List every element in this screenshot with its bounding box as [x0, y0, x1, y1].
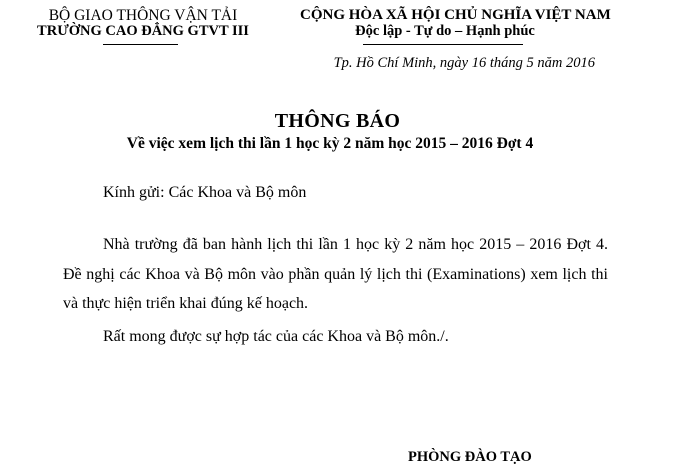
school-name: TRƯỜNG CAO ĐẲNG GTVT III — [37, 23, 249, 39]
place-and-date: Tp. Hồ Chí Minh, ngày 16 tháng 5 năm 2016 — [333, 55, 595, 71]
closing-line: Rất mong được sự hợp tác của các Khoa và Bộ môn./. — [103, 328, 449, 345]
ministry-name: BỘ GIAO THÔNG VẬN TẢI — [48, 7, 238, 24]
notice-title: THÔNG BÁO — [274, 110, 401, 132]
header-right-divider — [363, 44, 523, 45]
header-left-divider — [103, 44, 178, 45]
body-paragraph: Nhà trường đã ban hành lịch thi lần 1 học kỳ 2 năm học 2015 – 2016 Đợt 4. Đề nghị các Khoa và Bộ môn vào phần quản lý lịch thi (Examinations) xem lịch thi và thực hiện triển khai đúng kế hoạch. — [63, 236, 608, 312]
signer-department: PHÒNG ĐÀO TẠO — [408, 449, 532, 465]
national-title: CỘNG HÒA XÃ HỘI CHỦ NGHĨA VIỆT NAM — [300, 7, 611, 23]
national-motto: Độc lập - Tự do – Hạnh phúc — [355, 23, 535, 39]
recipient-line: Kính gửi: Các Khoa và Bộ môn — [103, 184, 307, 201]
notice-subtitle: Về việc xem lịch thi lần 1 học kỳ 2 năm học 2015 – 2016 Đợt 4 — [126, 135, 534, 152]
